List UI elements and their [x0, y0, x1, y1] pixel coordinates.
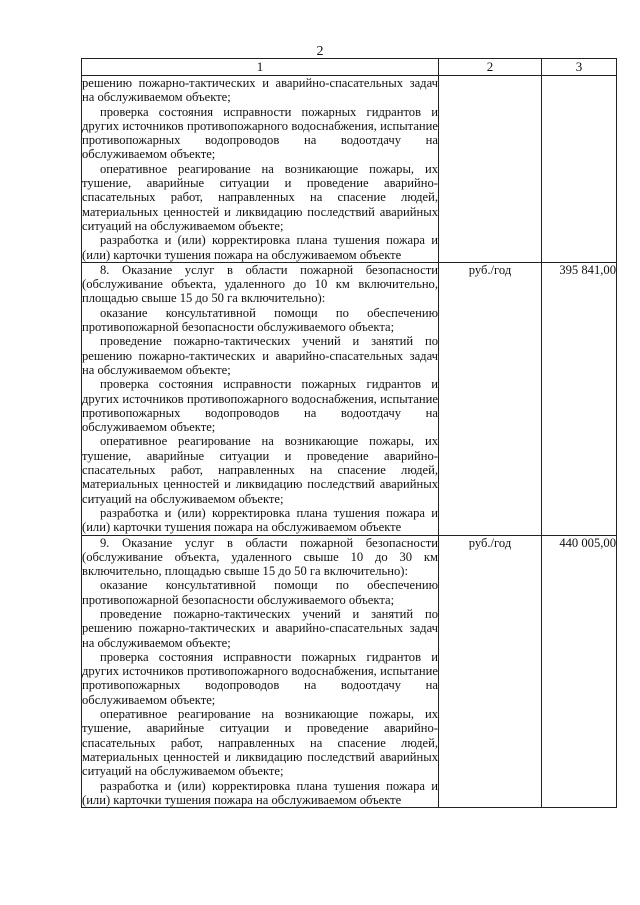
service-title: 8. Оказание услуг в области пожарной безопасности (обслуживание объекта, удаленного до 10 км включительно, площадью свыше 15 до 50 га включительно): — [82, 262, 438, 306]
price-cell: 440 005,00 — [542, 535, 617, 808]
table-row — [82, 76, 617, 263]
continuation-cell — [82, 76, 439, 263]
service-item: проверка состояния исправности пожарных гидрантов и других источников противопожарного водоснабжения, испытание противопожарных водопроводов на водоотдачу на обслуживаемом объекте; — [82, 377, 438, 435]
page-number: 2 — [316, 44, 324, 59]
unit-cell: руб./год — [439, 262, 542, 535]
service-description-cell — [82, 535, 439, 808]
service-item: оперативное реагирование на возникающие пожары, их тушение, аварийные ситуации и проведение аварийно-спасательных работ, направленных на спасение людей, материальных ценностей и ликвидацию последствий аварийных ситуаций на обслуживаемом объекте; — [82, 707, 438, 779]
service-item: проверка состояния исправности пожарных гидрантов и других источников противопожарного водоснабжения, испытание противопожарных водопроводов на водоотдачу на обслуживаемом объекте; — [82, 649, 438, 707]
service-item: решению пожарно-тактических и аварийно-спасательных задач на обслуживаемом объекте; — [82, 76, 438, 105]
header-col-3: 3 — [542, 59, 617, 76]
service-item: оказание консультативной помощи по обеспечению противопожарной безопасности обслуживаемого объекта; — [82, 305, 438, 335]
service-item: разработка и (или) корректировка плана тушения пожара и (или) карточки тушения пожара на обслуживаемом объекте — [82, 505, 438, 535]
header-col-2: 2 — [439, 59, 542, 76]
table-row — [82, 262, 617, 535]
unit-cell: руб./год — [439, 535, 542, 808]
service-description-cell — [82, 262, 439, 535]
service-item: оказание консультативной помощи по обеспечению противопожарной безопасности обслуживаемого объекта; — [82, 578, 438, 607]
price-cell: 395 841,00 — [542, 262, 617, 535]
service-item: проведение пожарно-тактических учений и занятий по решению пожарно-тактических и аварийно-спасательных задач на обслуживаемом объекте; — [82, 606, 438, 650]
service-item: проверка состояния исправности пожарных гидрантов и других источников противопожарного водоснабжения, испытание противопожарных водопроводов на водоотдачу на обслуживаемом объекте; — [82, 104, 438, 162]
header-col-1: 1 — [82, 59, 439, 76]
price-table — [81, 58, 617, 808]
service-item: разработка и (или) корректировка плана тушения пожара и (или) карточки тушения пожара на обслуживаемом объекте — [82, 778, 438, 807]
service-item: проведение пожарно-тактических учений и занятий по решению пожарно-тактических и аварийно-спасательных задач на обслуживаемом объекте; — [82, 334, 438, 377]
empty-unit-cell — [439, 76, 542, 263]
table-row — [82, 535, 617, 808]
service-item: оперативное реагирование на возникающие пожары, их тушение, аварийные ситуации и проведение аварийно-спасательных работ, направленных на спасение людей, материальных ценностей и ликвидацию последствий аварийных ситуаций на обслуживаемом объекте; — [82, 434, 438, 506]
table-header-row — [82, 59, 617, 76]
service-item: оперативное реагирование на возникающие пожары, их тушение, аварийные ситуации и проведение аварийно-спасательных работ, направленных на спасение людей, материальных ценностей и ликвидацию последствий аварийных ситуаций на обслуживаемом объекте; — [82, 161, 438, 233]
empty-price-cell — [542, 76, 617, 263]
service-title: 9. Оказание услуг в области пожарной безопасности (обслуживание объекта, удаленного свыше 10 до 30 км включительно, площадью свыше 15 до 50 га включительно): — [82, 535, 438, 579]
service-item: разработка и (или) корректировка плана тушения пожара и (или) карточки тушения пожара на обслуживаемом объекте — [82, 233, 438, 262]
